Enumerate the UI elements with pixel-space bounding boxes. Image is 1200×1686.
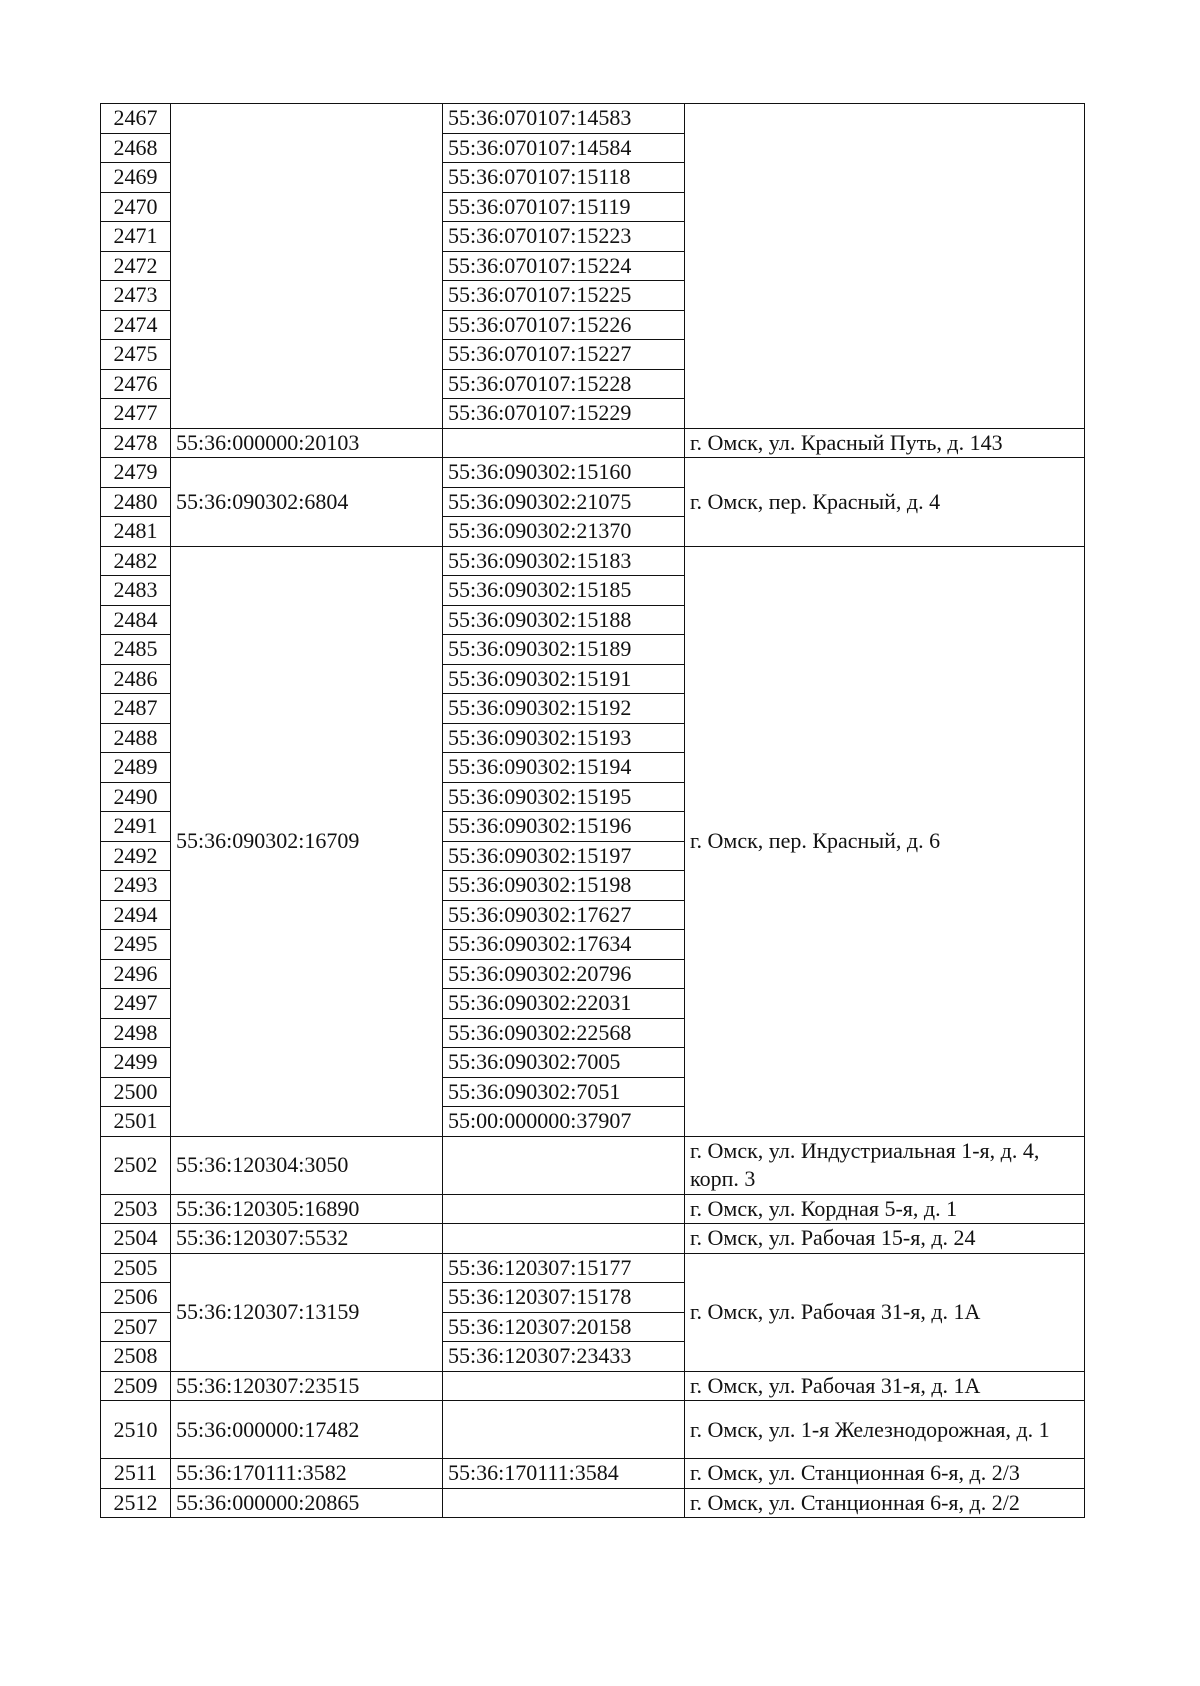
table-row [101,104,1085,134]
row-number: 2486 [101,664,171,694]
row-number: 2492 [101,841,171,871]
sub-object-number: 55:36:120307:23433 [443,1342,685,1372]
row-number: 2487 [101,694,171,724]
row-number: 2510 [101,1401,171,1459]
row-number: 2488 [101,723,171,753]
sub-object-number: 55:36:070107:15224 [443,251,685,281]
table-row [101,1488,1085,1518]
row-number: 2483 [101,576,171,606]
sub-object-number: 55:36:090302:15188 [443,605,685,635]
cadastral-number-cell [171,104,443,429]
row-number: 2507 [101,1312,171,1342]
row-number: 2502 [101,1136,171,1194]
sub-object-number: 55:36:090302:15191 [443,664,685,694]
row-number: 2506 [101,1283,171,1313]
sub-object-number: 55:36:070107:15119 [443,192,685,222]
address: г. Омск, ул. Индустриальная 1-я, д. 4, корп. 3 [685,1136,1085,1194]
row-number: 2471 [101,222,171,252]
cadastral-number: 55:36:090302:6804 [171,458,443,547]
sub-object-number: 55:36:090302:15189 [443,635,685,665]
row-number: 2485 [101,635,171,665]
sub-object-number: 55:36:090302:15185 [443,576,685,606]
row-number: 2494 [101,900,171,930]
cadastral-number: 55:36:000000:20865 [171,1488,443,1518]
sub-object-number: 55:36:090302:17634 [443,930,685,960]
sub-object-number: 55:36:070107:15225 [443,281,685,311]
cadastral-number: 55:36:120304:3050 [171,1136,443,1194]
sub-object-number [443,1488,685,1518]
cadastral-number: 55:36:120307:13159 [171,1253,443,1371]
sub-object-number [443,1224,685,1254]
sub-object-number: 55:36:090302:20796 [443,959,685,989]
table-row [101,1253,1085,1283]
row-number: 2475 [101,340,171,370]
row-number: 2498 [101,1018,171,1048]
table-row [101,1194,1085,1224]
sub-object-number: 55:36:120307:15177 [443,1253,685,1283]
sub-object-number [443,1401,685,1459]
address: г. Омск, ул. Рабочая 15-я, д. 24 [685,1224,1085,1254]
cadastral-number: 55:36:120305:16890 [171,1194,443,1224]
row-number: 2511 [101,1459,171,1489]
row-number: 2472 [101,251,171,281]
row-number: 2497 [101,989,171,1019]
sub-object-number: 55:36:090302:17627 [443,900,685,930]
table-row [101,1459,1085,1489]
row-number: 2505 [101,1253,171,1283]
row-number: 2474 [101,310,171,340]
row-number: 2484 [101,605,171,635]
table-row [101,546,1085,576]
sub-object-number: 55:36:070107:15223 [443,222,685,252]
sub-object-number [443,428,685,458]
sub-object-number [443,1371,685,1401]
row-number: 2504 [101,1224,171,1254]
table-row [101,1224,1085,1254]
sub-object-number: 55:36:090302:7005 [443,1048,685,1078]
address: г. Омск, ул. Станционная 6-я, д. 2/2 [685,1488,1085,1518]
cadastral-table [100,103,1085,1518]
row-number: 2491 [101,812,171,842]
address: г. Омск, пер. Красный, д. 4 [685,458,1085,547]
row-number: 2481 [101,517,171,547]
row-number: 2468 [101,133,171,163]
cadastral-number: 55:36:090302:16709 [171,546,443,1136]
sub-object-number: 55:36:090302:22568 [443,1018,685,1048]
row-number: 2509 [101,1371,171,1401]
address: г. Омск, ул. Рабочая 31-я, д. 1А [685,1371,1085,1401]
row-number: 2470 [101,192,171,222]
sub-object-number: 55:36:090302:15198 [443,871,685,901]
row-number: 2500 [101,1077,171,1107]
row-number: 2493 [101,871,171,901]
table-row [101,1371,1085,1401]
table-row [101,428,1085,458]
sub-object-number: 55:36:090302:21370 [443,517,685,547]
cadastral-number: 55:36:000000:17482 [171,1401,443,1459]
sub-object-number [443,1136,685,1194]
row-number: 2499 [101,1048,171,1078]
sub-object-number: 55:36:090302:15193 [443,723,685,753]
row-number: 2477 [101,399,171,429]
cadastral-number: 55:36:000000:20103 [171,428,443,458]
sub-object-number: 55:36:170111:3584 [443,1459,685,1489]
sub-object-number: 55:36:120307:15178 [443,1283,685,1313]
sub-object-number [443,1194,685,1224]
row-number: 2479 [101,458,171,488]
address: г. Омск, ул. Кордная 5-я, д. 1 [685,1194,1085,1224]
row-number: 2503 [101,1194,171,1224]
sub-object-number: 55:36:070107:14584 [443,133,685,163]
row-number: 2489 [101,753,171,783]
row-number: 2496 [101,959,171,989]
sub-object-number: 55:36:090302:15197 [443,841,685,871]
sub-object-number: 55:36:090302:22031 [443,989,685,1019]
sub-object-number: 55:36:090302:15194 [443,753,685,783]
table-row [101,1401,1085,1459]
row-number: 2473 [101,281,171,311]
sub-object-number: 55:36:070107:15226 [443,310,685,340]
sub-object-number: 55:36:090302:21075 [443,487,685,517]
row-number: 2480 [101,487,171,517]
sub-object-number: 55:36:090302:15192 [443,694,685,724]
cadastral-number: 55:36:120307:23515 [171,1371,443,1401]
sub-object-number: 55:36:090302:15183 [443,546,685,576]
sub-object-number: 55:36:090302:7051 [443,1077,685,1107]
table-row [101,1136,1085,1194]
row-number: 2469 [101,163,171,193]
address: г. Омск, ул. Станционная 6-я, д. 2/3 [685,1459,1085,1489]
sub-object-number: 55:36:120307:20158 [443,1312,685,1342]
address: г. Омск, ул. Рабочая 31-я, д. 1А [685,1253,1085,1371]
address-cell [685,104,1085,429]
row-number: 2501 [101,1107,171,1137]
table-row [101,458,1085,488]
sub-object-number: 55:36:070107:15118 [443,163,685,193]
row-number: 2512 [101,1488,171,1518]
sub-object-number: 55:00:000000:37907 [443,1107,685,1137]
row-number: 2467 [101,104,171,134]
row-number: 2495 [101,930,171,960]
sub-object-number: 55:36:090302:15160 [443,458,685,488]
sub-object-number: 55:36:070107:15228 [443,369,685,399]
cadastral-number: 55:36:120307:5532 [171,1224,443,1254]
sub-object-number: 55:36:070107:15229 [443,399,685,429]
row-number: 2508 [101,1342,171,1372]
address: г. Омск, ул. 1-я Железнодорожная, д. 1 [685,1401,1085,1459]
row-number: 2476 [101,369,171,399]
sub-object-number: 55:36:070107:15227 [443,340,685,370]
row-number: 2490 [101,782,171,812]
cadastral-number: 55:36:170111:3582 [171,1459,443,1489]
row-number: 2478 [101,428,171,458]
sub-object-number: 55:36:070107:14583 [443,104,685,134]
sub-object-number: 55:36:090302:15195 [443,782,685,812]
row-number: 2482 [101,546,171,576]
sub-object-number: 55:36:090302:15196 [443,812,685,842]
address: г. Омск, ул. Красный Путь, д. 143 [685,428,1085,458]
address: г. Омск, пер. Красный, д. 6 [685,546,1085,1136]
